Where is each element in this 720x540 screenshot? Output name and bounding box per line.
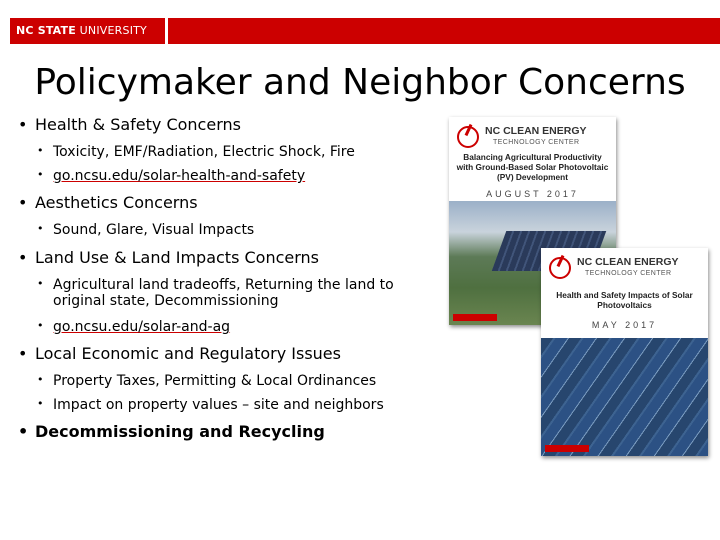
bullet-landuse-sub1: • Agricultural land tradeoffs, Returning the land to original state, Decommissioning bbox=[18, 277, 413, 309]
bullet-economic-sub2: • Impact on property values – site and neighbors bbox=[18, 397, 438, 413]
health-safety-link[interactable]: go.ncsu.edu/solar-health-and-safety bbox=[53, 168, 306, 184]
bullet-aesthetics-sub1: • Sound, Glare, Visual Impacts bbox=[18, 222, 438, 238]
header-bar bbox=[0, 18, 720, 44]
bullet-landuse: • Land Use & Land Impacts Concerns bbox=[18, 248, 438, 267]
report-footer-logo bbox=[545, 445, 589, 452]
bullet-decommissioning: • Decommissioning and Recycling bbox=[18, 422, 438, 441]
solar-and-ag-link[interactable]: go.ncsu.edu/solar-and-ag bbox=[53, 319, 231, 335]
report-cover-header bbox=[449, 117, 616, 201]
logo-bold-text: NC STATE bbox=[16, 24, 76, 37]
header-red-strip bbox=[168, 18, 720, 44]
bullet-economic: • Local Economic and Regulatory Issues bbox=[18, 344, 438, 363]
logo-rest-text: UNIVERSITY bbox=[75, 24, 147, 37]
report-org-sub: TECHNOLOGY CENTER bbox=[493, 139, 580, 146]
report-date: MAY 2017 bbox=[591, 320, 658, 330]
report-org: NC CLEAN ENERGY bbox=[577, 256, 679, 268]
report-date: AUGUST 2017 bbox=[486, 189, 579, 199]
solar-panels-closeup-photo bbox=[541, 338, 708, 456]
bullet-economic-sub1: • Property Taxes, Permitting & Local Ordinances bbox=[18, 373, 438, 389]
bullet-health-link bbox=[18, 168, 438, 184]
report-title: Health and Safety Impacts of Solar Photovoltaics bbox=[556, 290, 693, 310]
report-footer-logo bbox=[453, 314, 497, 321]
report-org-sub: TECHNOLOGY CENTER bbox=[585, 270, 672, 277]
slide-title: Policymaker and Neighbor Concerns bbox=[34, 62, 686, 103]
report-cover-header bbox=[541, 248, 708, 338]
bullet-landuse-link bbox=[18, 319, 438, 335]
report-cover-health-safety bbox=[541, 248, 708, 456]
bullet-health-sub1: • Toxicity, EMF/Radiation, Electric Shock, Fire bbox=[18, 144, 438, 160]
bullet-health: • Health & Safety Concerns bbox=[18, 115, 438, 134]
report-title: Balancing Agricultural Productivity with Ground-Based Solar Photovoltaic (PV) Development bbox=[456, 152, 609, 182]
report-org: NC CLEAN ENERGY bbox=[485, 125, 587, 137]
bullet-list bbox=[18, 115, 438, 441]
nc-state-logo bbox=[10, 18, 165, 44]
bullet-aesthetics: • Aesthetics Concerns bbox=[18, 193, 438, 212]
sun-logo-icon bbox=[457, 126, 479, 148]
sun-logo-icon bbox=[549, 257, 571, 279]
